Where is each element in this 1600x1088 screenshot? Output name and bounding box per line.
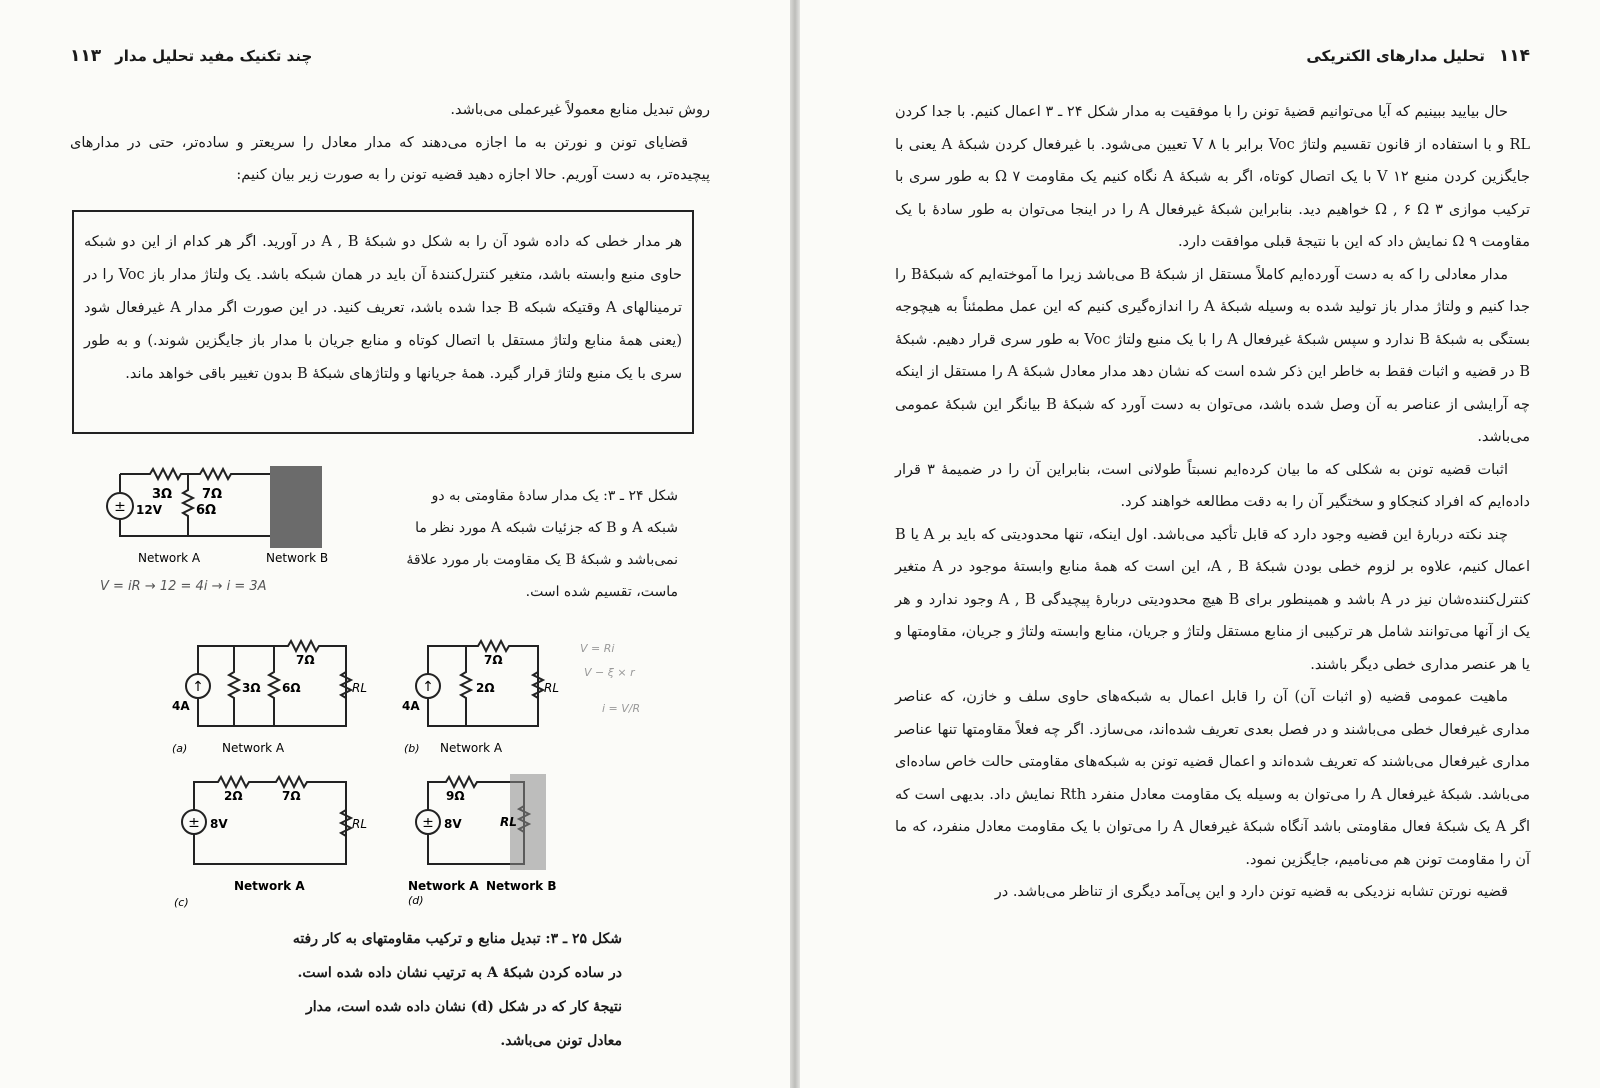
handwriting-line-3: i = V/R xyxy=(602,702,641,715)
fig25c-src: 8V xyxy=(210,817,228,831)
fig25d-tag: (d) xyxy=(408,894,424,907)
intro-paragraph: قضایای تونن و نورتن به ما اجازه می‌دهند که مدار معادل را سریعتر و ساده‌تر، حتی در مدارهای پیچیده‌تر، به دست آوریم. حالا اجازه دهید قضیه تونن را به صورت زیر بیان کنیم: xyxy=(70,134,710,183)
fig25a-net: Network A xyxy=(222,741,285,755)
book-gutter xyxy=(790,0,800,1088)
fig24-r1-label: 3Ω xyxy=(152,487,173,502)
intro-text xyxy=(70,94,710,192)
svg-text:↑: ↑ xyxy=(422,679,434,695)
fig25c-load: RL xyxy=(352,817,368,831)
svg-text:±: ± xyxy=(422,815,434,831)
voltage-source-icon xyxy=(416,810,440,834)
fig25d-load: RL xyxy=(500,815,517,829)
figure-3-25-b xyxy=(398,636,598,766)
fig25c-net: Network A xyxy=(234,879,305,893)
handwriting-line-1: V = Ri xyxy=(580,642,615,655)
paragraph: چند نکته دربارهٔ این قضیه وجود دارد که قابل تأکید می‌باشد. اول اینکه، تنها محدودیتی که باید بر A یا B اعمال کنیم، علاوه بر لزوم خطی بودن شبکهٔ A , B، این است که همهٔ منابع وابستهٔ موجود در A متغیر کنترل‌کننده‌شان نیز در A باشد و همینطور برای B هیچ محدودیتی دربارهٔ پیچیدگی A , B وجود ندارد و هر یک از آنها می‌توانند شامل هر ترکیبی از منابع مستقل ولتاژ و جریان، منابع وابسته ولتاژ و جریان، مقاومتها و یا هر عنصر مداری خطی دیگر باشند. xyxy=(895,526,1530,673)
page-number: ۱۱۴ xyxy=(1498,46,1530,66)
fig25c-r2: 7Ω xyxy=(282,789,301,803)
handwriting-line-2: V − ξ × r xyxy=(584,666,635,679)
fig25a-r3: 7Ω xyxy=(296,653,315,667)
fig24-source-label: 12V xyxy=(136,503,162,517)
fig25c-r1: 2Ω xyxy=(224,789,243,803)
fig25b-tag: (b) xyxy=(404,742,420,755)
fig24-network-b-label: Network B xyxy=(266,551,329,565)
svg-text:±: ± xyxy=(114,499,126,515)
page-114 xyxy=(800,0,1600,1088)
paragraph: قضیه نورتن تشابه نزدیکی به قضیه تونن دارد و این پی‌آمد دیگری از تناظر می‌باشد. در xyxy=(994,884,1508,900)
paragraph: اثبات قضیه تونن به شکلی که ما بیان کرده‌ایم نسبتاً طولانی است، بنابراین آن را در ضمیمهٔ ۳ قرار داده‌ایم که افراد کنجکاو و سختگیر آن را به دقت مطالعه خواهند کرد. xyxy=(895,461,1530,510)
voltage-source-icon xyxy=(182,810,206,834)
network-b-block xyxy=(270,466,322,548)
fig25a-r2: 6Ω xyxy=(282,681,301,695)
fig25a-src: 4A xyxy=(172,699,190,713)
body-text xyxy=(895,96,1530,909)
current-source-icon xyxy=(186,674,210,698)
header-title: تحلیل مدارهای الکتریکی xyxy=(1306,47,1485,65)
fig25a-load: RL xyxy=(352,681,368,695)
fig25c-tag: (c) xyxy=(174,896,189,909)
figure-3-25-c xyxy=(168,774,368,914)
paragraph: مدار معادلی را که به دست آورده‌ایم کاملاً مستقل از شبکهٔ B می‌باشد زیرا ما آموخته‌ایم که شبکهٔB را جدا کنیم و ولتاژ مدار باز تولید شده به وسیله شبکهٔ A را اندازه‌گیری کنیم که این عمل مطمئناً به هیچوجه بستگی به شبکهٔ B ندارد و سپس شبکهٔ غیرفعال A را با یک منبع ولتاژ Voc به طور سری قرار دهیم. شبکهٔ B در قضیه و اثبات فقط به خاطر این ذکر شده است که نشان دهد مدار معادل شبکهٔ A را مستقل از اینکه چه آرایشی از عناصر به آن وصل شده باشد، می‌توان به دست آورد که شبکهٔ B بیانگر این شبکهٔ عمومی می‌باشد. xyxy=(895,266,1531,445)
fig25b-r2: 7Ω xyxy=(484,653,503,667)
page-header xyxy=(1306,46,1530,66)
figure-3-25-a xyxy=(168,636,368,766)
svg-text:±: ± xyxy=(188,815,200,831)
figure-3-24 xyxy=(90,462,390,602)
fig24-r2-label: 7Ω xyxy=(202,487,223,502)
figure-3-25-caption: شکل ۲۵ ـ ۳: تبدیل منابع و ترکیب مقاومتهای به کار رفته در ساده کردن شبکهٔ A به ترتیب نشان داده شده است. نتیجهٔ کار که در شکل (d) نشان داده شده است، مدار معادل تونن می‌باشد. xyxy=(292,931,622,1049)
theorem-box: هر مدار خطی که داده شود آن را به شکل دو شبکهٔ A , B در آورید. اگر هر کدام از این دو شبکه حاوی منبع وابسته باشد، متغیر کنترل‌کنندهٔ آن باید در همان شبکه باشد. یک ولتاژ مدار باز Voc را در ترمینالهای A وقتیکه شبکه B جدا شده باشد، تعریف کنید. در این صورت اگر مدار A غیرفعال شود (یعنی همهٔ منابع ولتاژ مستقل با اتصال کوتاه و منابع جریان با مدار باز جایگزین شوند.) و به طور سری با یک منبع ولتاژ قرار گیرد. همهٔ جریانها و ولتاژهای شبکهٔ B بدون تغییر باقی خواهد ماند. xyxy=(72,210,694,434)
figure-3-24-caption: شکل ۲۴ ـ ۳: یک مدار سادهٔ مقاومتی به دو شبکه A و B که جزئیات شبکه A مورد نظر ما نمی‌باشد و شبکهٔ B یک مقاومت بار مورد علاقهٔ ماست، تقسیم شده است. xyxy=(406,488,678,600)
fig25d-net-b: Network B xyxy=(486,879,557,893)
header-title: چند تکنیک مفید تحلیل مدار xyxy=(115,47,313,65)
fig25d-r1: 9Ω xyxy=(446,789,465,803)
fig24-handwriting: V = iR → 12 = 4i → i = 3A xyxy=(100,579,267,594)
fig25a-r1: 3Ω xyxy=(242,681,261,695)
fig24-r3-label: 6Ω xyxy=(196,503,217,518)
fig25b-load: RL xyxy=(544,681,560,695)
page-113 xyxy=(0,0,790,1088)
fig25d-net-a: Network A xyxy=(408,879,479,893)
fig25a-tag: (a) xyxy=(172,742,188,755)
fig25b-net: Network A xyxy=(440,741,503,755)
svg-text:↑: ↑ xyxy=(192,679,204,695)
figure-3-25-d xyxy=(404,774,604,914)
fig24-network-a-label: Network A xyxy=(138,551,201,565)
current-source-icon xyxy=(416,674,440,698)
voltage-source-icon xyxy=(107,493,133,519)
intro-line: روش تبدیل منابع معمولاً غیرعملی می‌باشد. xyxy=(450,102,710,118)
fig25d-src: 8V xyxy=(444,817,462,831)
handwritten-notes xyxy=(578,636,668,736)
page-number: ۱۱۳ xyxy=(70,46,102,66)
page-header xyxy=(70,46,312,66)
paragraph: ماهیت عمومی قضیه (و اثبات آن) آن را قابل اعمال به شبکه‌های حاوی سلف و خازن، که عناصر مداری غیرفعال خطی می‌باشند و در فصل بعدی تعریف شده‌اند، می‌سازد. اگر چه فعلاً مقاومتها تنها عناصر مداری غیرفعال می‌باشند که تعریف شده‌اند و اعمال قضیه تونن به شبکه‌های مقاومتی حالت خاص ساده‌ای می‌باشد. شبکهٔ غیرفعال A را می‌توان به وسیله یک مقاومت معادل منفرد Rth نمایش داد. بدیهی است که اگر A یک شبکهٔ فعال مقاومتی باشد آنگاه شبکهٔ غیرفعال A را می‌توان با یک مقاومت معادل منفرد، که ما آن را مقاومت تونن هم می‌نامیم، جایگزین نمود. xyxy=(895,689,1530,868)
fig25b-src: 4A xyxy=(402,699,420,713)
fig25b-r1: 2Ω xyxy=(476,681,495,695)
paragraph: حال بیایید ببینیم که آیا می‌توانیم قضیهٔ تونن را با موفقیت به مدار شکل ۲۴ ـ ۳ اعمال کنیم. با جدا کردن RL و با استفاده از قانون تقسیم ولتاژ Voc برابر با ۸ V تعیین می‌شود. با غیرفعال کردن شبکهٔ A یعنی با جایگزین کردن منبع ۱۲ V با یک اتصال کوتاه، اگر به شبکهٔ A نگاه کنیم یک مقاومت ۷ Ω به طور سری با ترکیب موازی ۳ Ω , ۶ Ω خواهیم دید. بنابراین شبکهٔ غیرفعال A را در اینجا می‌توان به طور سادهٔ با یک مقاومت ۹ Ω نمایش داد که این با نتیجهٔ قبلی موافقت دارد. xyxy=(895,104,1531,250)
